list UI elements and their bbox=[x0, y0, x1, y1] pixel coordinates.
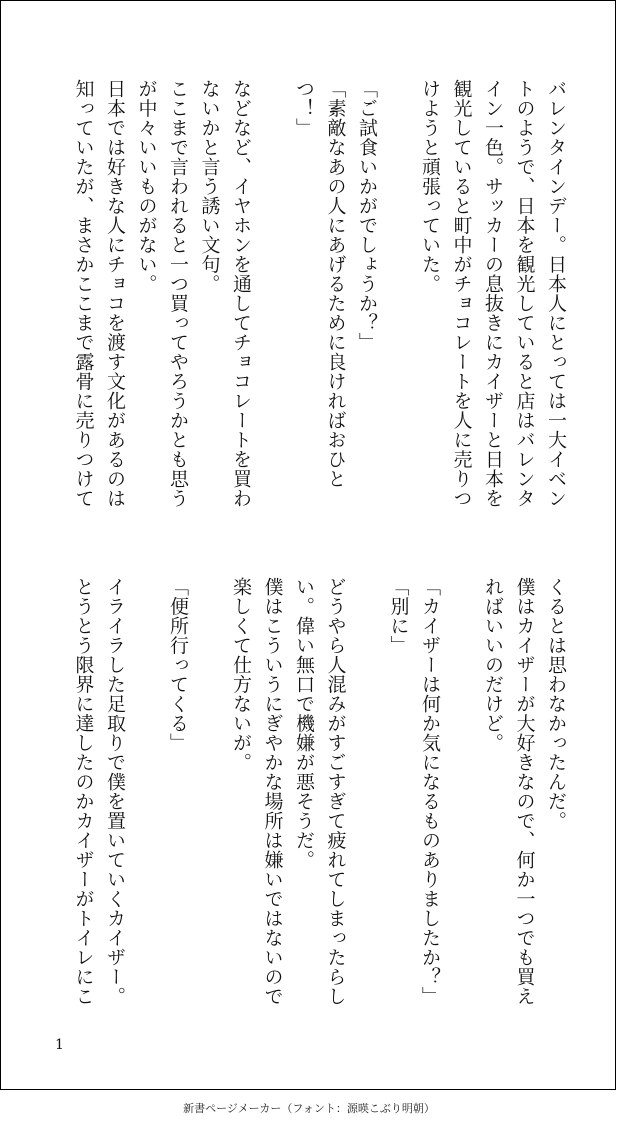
page-number: 1 bbox=[55, 1037, 64, 1053]
text-line: ないかと言う誘い文句。 bbox=[198, 79, 221, 294]
text-line: ここまで言われると一つ買ってやろうかとも思う bbox=[167, 79, 189, 508]
text-line: とうとう限界に達したのかカイザーがトイレにこ bbox=[72, 577, 95, 1006]
text-line: などなど、イヤホンを通してチョコレートを買わ bbox=[230, 79, 252, 508]
text-line: 知っていたが、まさかここまで露骨に売りつけて bbox=[72, 79, 95, 508]
text-line: 「ご試食いかがでしょうか？」 bbox=[356, 79, 378, 352]
text-line: 僕はカイザーが大好きなので、何か一つでも買え bbox=[513, 577, 536, 1006]
text-line: ればいいのだけど。 bbox=[482, 577, 504, 753]
text-line: バレンタインデー。日本人にとっては一大イベン bbox=[545, 79, 567, 508]
text-line: 楽しくて仕方ないが。 bbox=[230, 577, 252, 772]
blank-line bbox=[193, 577, 225, 997]
upper-text-block bbox=[67, 79, 571, 519]
text-line: イン一色。サッカーの息抜きにカイザーと日本を bbox=[482, 79, 504, 508]
text-line: 「素敵なあの人にあげるために良ければおひと bbox=[324, 79, 347, 489]
text-line: 僕はこういうにぎやかな場所は嫌いではないので bbox=[261, 577, 284, 1006]
text-line: どうやら人混みがすごすぎて疲れてしまったらし bbox=[324, 577, 347, 1006]
text-line: けようと頑張っていた。 bbox=[419, 79, 441, 294]
text-line: くるとは思わなかったんだ。 bbox=[545, 577, 567, 831]
text-line: 観光していると町中がチョコレートを人に売りつ bbox=[450, 79, 473, 508]
blank-line bbox=[130, 577, 162, 997]
blank-line bbox=[351, 577, 383, 997]
text-line: が中々いいものがない。 bbox=[135, 79, 158, 294]
lower-text-block bbox=[67, 577, 571, 1006]
text-line: 日本では好きな人にチョコを渡す文化があるのは bbox=[104, 79, 126, 508]
text-line: イライラした足取りで僕を置いていくカイザー。 bbox=[104, 577, 126, 1006]
blank-line bbox=[256, 79, 288, 519]
blank-line bbox=[445, 577, 477, 997]
text-line: い。偉い無口で機嫌が悪そうだ。 bbox=[293, 577, 315, 870]
text-line: 「便所行ってくる」 bbox=[167, 577, 189, 753]
text-line: つ！」 bbox=[293, 79, 315, 138]
text-line: 「別に」 bbox=[387, 577, 410, 655]
footer-credit: 新書ページメーカー（フォント：源暎こぶり明朝） bbox=[183, 1102, 435, 1115]
text-line: トのようで、日本を観光していると店はバレンタ bbox=[513, 79, 536, 508]
blank-line bbox=[382, 79, 414, 519]
text-line: 「カイザーは何か気になるものありましたか？」 bbox=[419, 577, 441, 1006]
